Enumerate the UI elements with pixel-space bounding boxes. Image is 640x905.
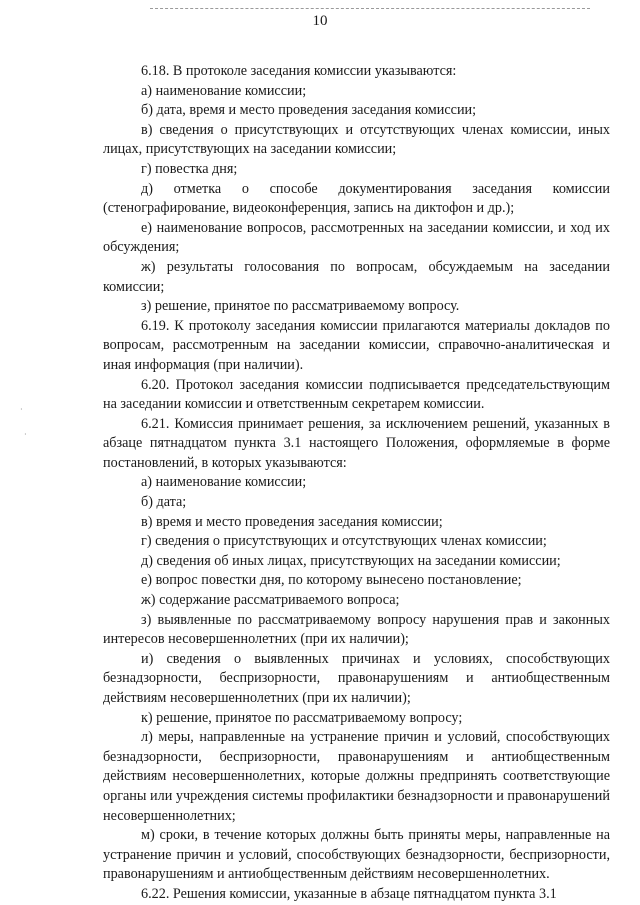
scan-speck: · bbox=[20, 405, 23, 414]
list-item: з) выявленные по рассматриваемому вопросу нарушения прав и законных интересов несовершеннолетних (при их наличии); bbox=[103, 611, 610, 648]
list-item: з) решение, принятое по рассматриваемому вопросу. bbox=[141, 298, 460, 315]
paragraph-6-20: 6.20. Протокол заседания комиссии подписывается председательствующим на заседании комиссии и ответственным секретарем комиссии. bbox=[103, 376, 610, 413]
top-scan-line bbox=[150, 8, 590, 9]
scan-speck: · bbox=[24, 430, 27, 439]
list-item: б) дата; bbox=[141, 494, 187, 511]
paragraph-6-18: 6.18. В протоколе заседания комиссии указываются: bbox=[141, 63, 457, 79]
list-item: в) сведения о присутствующих и отсутствующих членах комиссии, иных лицах, присутствующих на заседании комиссии; bbox=[103, 121, 610, 158]
list-item: а) наименование комиссии; bbox=[141, 474, 307, 491]
list-item: г) сведения о присутствующих и отсутствующих членах комиссии; bbox=[141, 533, 547, 550]
list-item: е) вопрос повестки дня, по которому вынесено постановление; bbox=[141, 572, 522, 589]
list-item: г) повестка дня; bbox=[141, 160, 238, 177]
document-body bbox=[103, 62, 610, 905]
list-item: б) дата, время и место проведения заседания комиссии; bbox=[141, 102, 477, 119]
paragraph-6-22: 6.22. Решения комиссии, указанные в абзаце пятнадцатом пункта 3.1 bbox=[141, 885, 557, 902]
page-number: 10 bbox=[312, 13, 328, 29]
list-item: д) сведения об иных лицах, присутствующих на заседании комиссии; bbox=[141, 552, 561, 569]
list-item: в) время и место проведения заседания комиссии; bbox=[141, 513, 443, 530]
list-item: л) меры, направленные на устранение причин и условий, способствующих безнадзорности, беспризорности, правонарушениям и антиобщественным действиям несовершеннолетних, которые должны предпринять соответствующие органы или учреждения системы профилактики безнадзорности и правонарушений несовершеннолетних; bbox=[103, 729, 610, 824]
list-item: е) наименование вопросов, рассмотренных на заседании комиссии, и ход их обсуждения; bbox=[103, 219, 610, 256]
list-item: ж) результаты голосования по вопросам, обсуждаемым на заседании комиссии; bbox=[103, 258, 610, 295]
list-item: а) наименование комиссии; bbox=[141, 82, 307, 99]
list-item: и) сведения о выявленных причинах и условиях, способствующих безнадзорности, беспризорности, правонарушениям и антиобщественным действиям несовершеннолетних (при их наличии); bbox=[103, 650, 610, 706]
paragraph-6-21: 6.21. Комиссия принимает решения, за исключением решений, указанных в абзаце пятнадцатом пункта 3.1 настоящего Положения, оформляемые в форме постановлений, в которых указываются: bbox=[103, 415, 610, 471]
list-item: ж) содержание рассматриваемого вопроса; bbox=[141, 592, 400, 609]
paragraph-6-19: 6.19. К протоколу заседания комиссии прилагаются материалы докладов по вопросам, рассмотренным на заседании комиссии, справочно-аналитическая и иная информация (при наличии). bbox=[103, 317, 610, 373]
list-item: д) отметка о способе документирования заседания комиссии (стенографирование, видеоконференция, запись на диктофон и др.); bbox=[103, 180, 610, 217]
list-item: к) решение, принятое по рассматриваемому вопросу; bbox=[141, 709, 463, 726]
list-item: м) сроки, в течение которых должны быть приняты меры, направленные на устранение причин и условий, способствующих безнадзорности, беспризорности, правонарушениям и антиобщественным действиям несовершеннолетних. bbox=[103, 827, 610, 883]
